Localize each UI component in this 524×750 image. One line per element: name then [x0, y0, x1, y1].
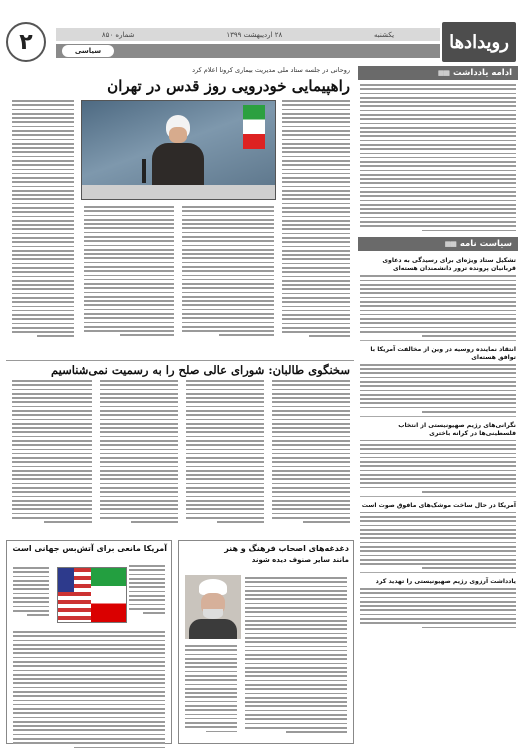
story-body: [358, 512, 518, 569]
issue-day: یکشنبه: [374, 30, 395, 39]
continuation-header-label: ادامه یادداشت: [453, 68, 512, 78]
page-number: ۲: [6, 22, 46, 62]
lead-story: [6, 66, 354, 332]
cleric-photo: [185, 575, 241, 639]
story-title: یادداشت آرزوی رژیم صهیونیستی را تهدید کرد: [375, 578, 516, 586]
us-body: [11, 631, 167, 748]
lead-kicker: روحانی در جلسه ستاد ملی مدیریت بیماری کرونا اعلام کرد: [192, 66, 350, 74]
us-body: [127, 565, 167, 614]
divider: [360, 572, 516, 573]
issue-date: ۲۸ اردیبهشت ۱۳۹۹: [226, 30, 283, 39]
culture-body: [183, 645, 239, 732]
culture-title: دغدغه‌های اصحاب فرهنگ و هنر: [224, 544, 349, 553]
grid-icon: ▦▦: [444, 240, 456, 249]
lead-content: [6, 100, 354, 332]
lead-body-column: [82, 206, 176, 336]
news-section-header: [358, 237, 518, 251]
lead-headline: راهپیمایی خودرویی روز قدس در تهران: [107, 77, 350, 95]
lead-photo: [81, 100, 276, 200]
band-body-column: [10, 380, 94, 523]
us-title: آمریکا مانعی برای آتش‌بس جهانی است: [12, 544, 167, 553]
lead-body-column: [280, 100, 352, 337]
story-title: انتقاد نماینده روسیه در وین از مخالفت آمریکا با توافق هسته‌ای: [370, 345, 516, 361]
story-body: [358, 588, 518, 628]
story-body: [358, 440, 518, 493]
masthead: [6, 22, 520, 64]
band-story: [6, 380, 354, 530]
story-title: تشکیل ستاد ویژه‌ای برای رسیدگی به دعاوی قربانیان پرونده ترور دانشمندان هسته‌ای: [382, 257, 516, 273]
issue-number: شماره ۸۵۰: [101, 30, 135, 39]
divider: [360, 340, 516, 341]
story-body: [358, 364, 518, 413]
desk: [82, 185, 275, 199]
lead-body-column: [10, 100, 76, 337]
story-title: آمریکا در حال ساخت موشک‌های مافوق صوت است: [361, 501, 516, 509]
divider: [360, 416, 516, 417]
header-info-bar: [56, 28, 440, 41]
culture-body: [243, 577, 349, 733]
continuation-section-header: [358, 66, 518, 80]
story-body: [358, 275, 518, 337]
band-body-column: [270, 380, 352, 523]
band-body-column: [184, 380, 266, 523]
divider: [360, 496, 516, 497]
culture-subtitle: مانند سایر صنوف دیده شوند: [251, 556, 349, 564]
band-headline: سخنگوی طالبان: شورای عالی صلح را به رسمیت نمی‌شناسیم: [6, 360, 354, 379]
right-column: [358, 66, 518, 628]
flags-photo: [57, 567, 127, 623]
microphone-icon: [142, 159, 146, 183]
band-body-column: [98, 380, 180, 523]
story-title: نگرانی‌های رژیم صهیونیستی از انتخاب فلسطینی‌ها در کرانه باختری: [398, 421, 516, 437]
lead-body-column: [180, 206, 276, 336]
culture-box: [178, 540, 354, 744]
newspaper-logo: رویدادها: [442, 22, 516, 62]
us-body: [11, 567, 51, 616]
section-label: سیاسی: [62, 45, 114, 57]
flag-image: [243, 105, 265, 149]
news-header-label: سیاست نامه: [459, 239, 512, 250]
continuation-body: [358, 84, 518, 231]
us-box: [6, 540, 172, 744]
grid-icon: ▦▦: [437, 69, 450, 77]
